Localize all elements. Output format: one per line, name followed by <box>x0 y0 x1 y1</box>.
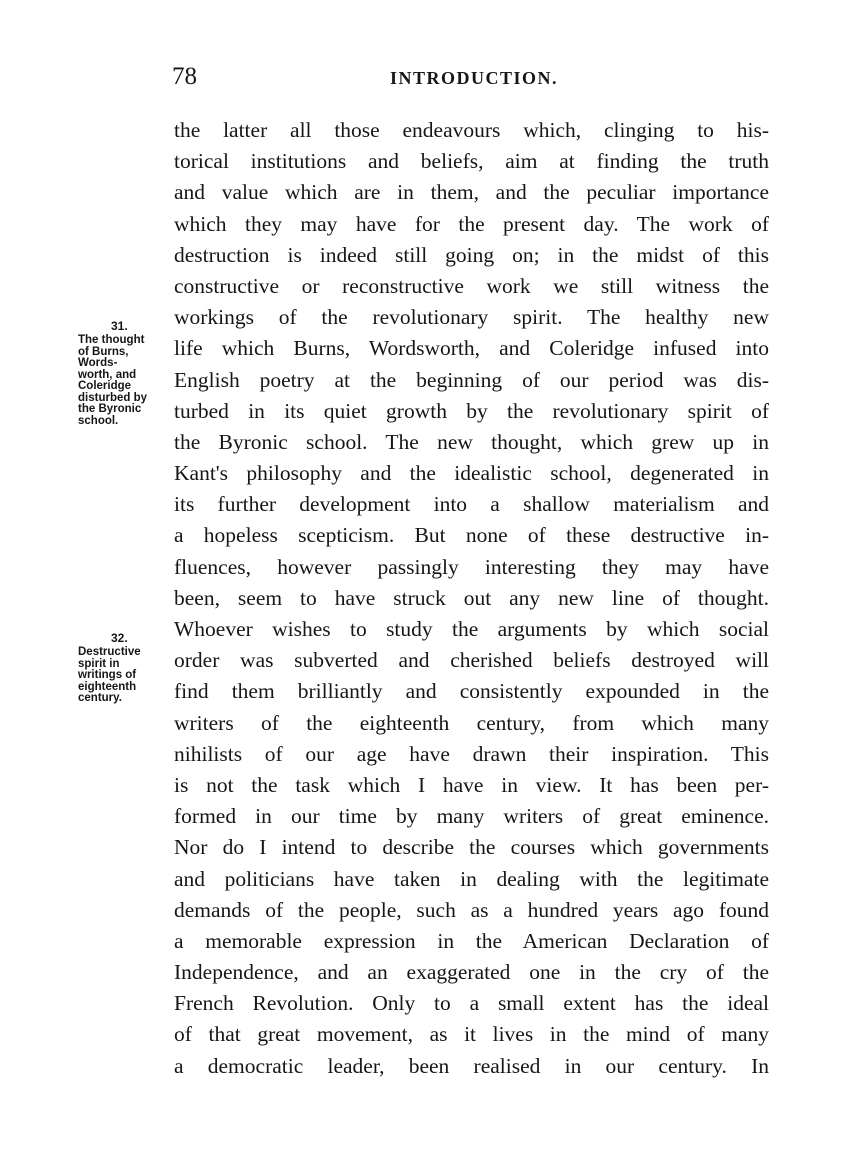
body-line: the latter all those endeavours which, clinging to his- <box>174 118 769 142</box>
body-line: order was subverted and cherished beliefs destroyed will <box>174 648 769 673</box>
margin-note-line: writings of <box>78 669 137 681</box>
margin-note-line: of Burns, <box>78 345 129 358</box>
margin-note-line: Coleridge <box>78 380 132 392</box>
margin-note-line: school. <box>78 414 119 427</box>
running-head: INTRODUCTION. <box>390 68 559 88</box>
margin-note-line: spirit in <box>78 657 120 670</box>
body-line: Kant's philosophy and the idealistic school, degenerated in <box>174 461 769 486</box>
body-line: Independence, and an exaggerated one in the cry of the <box>174 960 769 985</box>
margin-note-number: 32. <box>111 631 128 645</box>
body-line: writers of the eighteenth century, from which many <box>174 710 769 735</box>
body-line: French Revolution. Only to a small extent has the ideal <box>174 991 769 1016</box>
page-number: 78 <box>172 63 197 90</box>
body-line: find them brilliantly and consistently expounded in the <box>174 679 769 704</box>
margin-note-line: eighteenth <box>78 680 137 693</box>
margin-note-line: worth, and <box>78 368 137 381</box>
body-line: been, seem to have struck out any new line of thought. <box>174 585 769 610</box>
margin-note-line: the Byronic <box>78 403 142 415</box>
body-line: a hopeless scepticism. But none of these destructive in- <box>174 523 769 548</box>
margin-note-31 <box>78 320 168 427</box>
page-header <box>172 62 772 92</box>
margin-note-line: century. <box>78 692 122 704</box>
body-line: a democratic leader, been realised in our century. In <box>174 1053 769 1078</box>
margin-note-number: 31. <box>111 319 128 333</box>
body-line: nihilists of our age have drawn their inspiration. This <box>174 741 769 766</box>
margin-note-line: Destructive <box>78 646 141 658</box>
body-line: demands of the people, such as a hundred years ago found <box>174 897 769 922</box>
body-line: formed in our time by many writers of great eminence. <box>174 804 769 829</box>
margin-note-line: Words- <box>78 357 118 369</box>
margin-note-line: The thought <box>78 334 145 346</box>
margin-note-line: disturbed by <box>78 391 148 404</box>
body-line: a memorable expression in the American Declaration of <box>174 928 769 953</box>
body-line: torical institutions and beliefs, aim at finding the truth <box>174 149 769 174</box>
body-line: Whoever wishes to study the arguments by which social <box>174 617 769 641</box>
body-line: is not the task which I have in view. It has been per- <box>174 772 769 797</box>
body-text <box>174 115 769 1082</box>
body-line: Nor do I intend to describe the courses which governments <box>174 835 769 860</box>
body-line: of that great movement, as it lives in the mind of many <box>174 1022 769 1047</box>
body-line: fluences, however passingly interesting they may have <box>174 554 769 579</box>
body-line: and politicians have taken in dealing with the legitimate <box>174 866 769 891</box>
body-line: which they may have for the present day. The work of <box>174 211 769 236</box>
body-line: workings of the revolutionary spirit. The healthy new <box>174 305 769 330</box>
margin-note-32 <box>78 632 168 705</box>
body-line: English poetry at the beginning of our period was dis- <box>174 367 769 392</box>
body-line: turbed in its quiet growth by the revolutionary spirit of <box>174 398 769 423</box>
body-line: constructive or reconstructive work we still witness the <box>174 273 769 298</box>
body-line: destruction is indeed still going on; in the midst of this <box>174 242 769 267</box>
body-line: and value which are in them, and the peculiar importance <box>174 180 769 205</box>
body-line: life which Burns, Wordsworth, and Coleridge infused into <box>174 336 769 361</box>
body-line: the Byronic school. The new thought, which grew up in <box>174 429 769 454</box>
body-line: its further development into a shallow materialism and <box>174 492 769 517</box>
